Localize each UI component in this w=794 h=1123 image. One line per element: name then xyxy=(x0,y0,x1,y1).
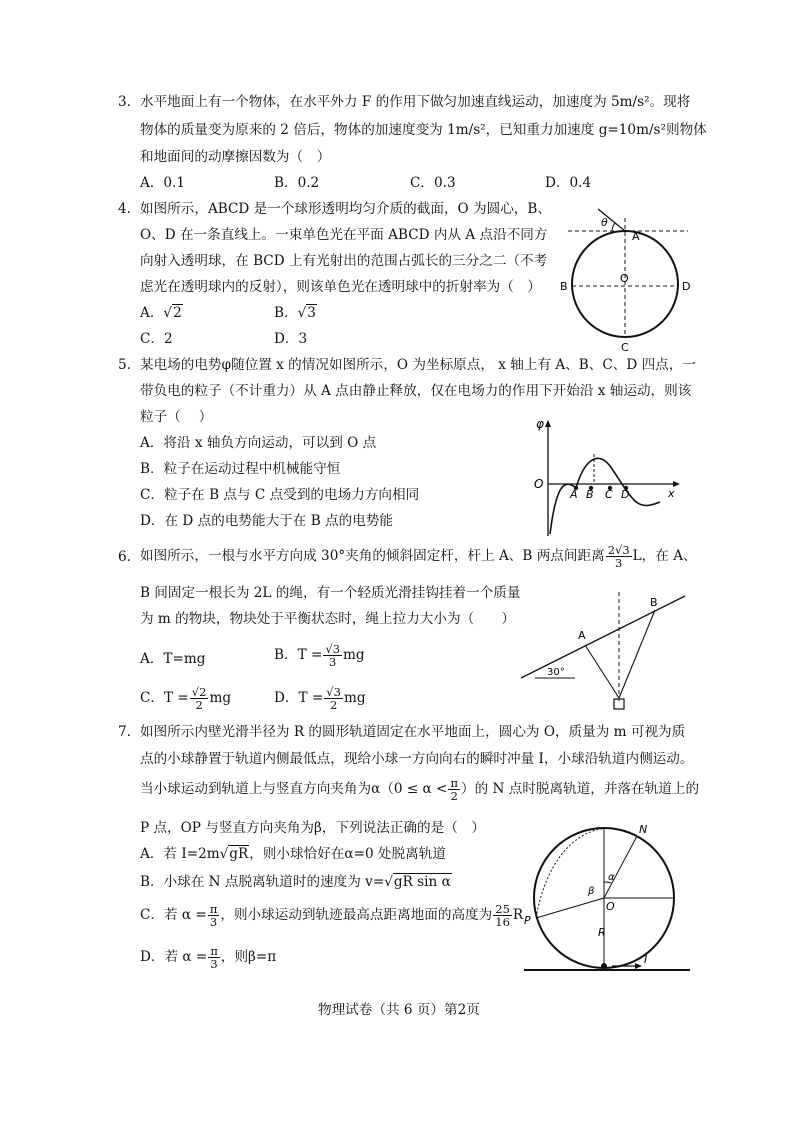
question-3-line-3: 和地面间的动摩擦因数为（ ） xyxy=(140,149,331,165)
theta-arc xyxy=(612,223,615,231)
option-b-prefix: B． xyxy=(274,305,298,321)
question-5-line-3: 粒子（ ） xyxy=(140,409,213,425)
question-4-line-4: 虑光在透明球内的反射），则该单色光在透明球中的折射率为（ ） xyxy=(140,279,542,295)
question-4-option-d: D．3 xyxy=(274,331,308,347)
question-5-option-c: C．粒子在 B 点与 C 点受到的电场力方向相同 xyxy=(140,487,420,503)
point-a-label: A xyxy=(632,230,640,243)
question-6-number: 6. xyxy=(118,549,131,565)
question-7-line-4: P 点，OP 与竖直方向夹角为β，下列说法正确的是（ ） xyxy=(140,820,485,836)
question-7-line-3: 当小球运动到轨道上与竖直方向夹角为α（0 ≤ α < $\frac{\pi}{2}$ ）的 N 点时脱离轨道，并落在轨道上的 xyxy=(140,776,700,804)
theta-label: θ xyxy=(601,216,608,229)
option-b-radicand: 3 xyxy=(307,305,316,321)
inclined-rod xyxy=(521,596,685,678)
point-a-label: A xyxy=(570,488,578,501)
point-d-label: D xyxy=(621,488,630,501)
point-b-label: B xyxy=(650,596,658,609)
question-4-line-1: 如图所示，ABCD 是一个球形透明均匀介质的截面，O 为圆心，B、 xyxy=(140,201,551,217)
question-4-option-c: C．2 xyxy=(140,331,173,347)
question-3-line-2: 物体的质量变为原来的 2 倍后，物体的加速度变为 1m/s²，已知重力加速度 g=10m/s²则物体 xyxy=(140,122,707,138)
beta-label: β xyxy=(588,886,595,897)
option-a-radicand: 2 xyxy=(173,305,182,321)
question-6-option-b: B．T = $\frac{√3}{3}$ mg xyxy=(274,642,365,670)
sphere-refraction-figure xyxy=(548,206,698,356)
impulse-label: I xyxy=(644,953,648,966)
question-5-line-2: 带负电的粒子（不计重力）从 A 点由静止释放，仅在电场力的作用下开始沿 x 轴运动，则该 xyxy=(140,383,692,399)
question-3-option-b: B．0.2 xyxy=(274,175,320,191)
center-o-label: O xyxy=(606,900,615,913)
point-c-label: C xyxy=(605,488,613,501)
rope-segment-a xyxy=(585,645,619,698)
point-p-label: P xyxy=(524,914,531,927)
radius-to-n xyxy=(604,836,637,898)
question-4-option-a: A．√2 xyxy=(140,305,182,321)
question-7-option-d: D．若 α = $\frac{\pi}{3}$ ，则β=π xyxy=(140,944,277,972)
phi-label: φ xyxy=(536,417,544,431)
question-7-option-b: B．小球在 N 点脱离轨道时的速度为 v=√gR sin α xyxy=(140,874,451,890)
question-7-line-2: 点的小球静置于轨道内侧最低点，现给小球一方向向右的瞬时冲量 I，小球沿轨道内侧运动。 xyxy=(140,751,694,767)
option-a-prefix: A． xyxy=(140,305,164,321)
question-4-number: 4. xyxy=(118,201,131,217)
ball xyxy=(601,963,607,969)
angle-label: 30° xyxy=(547,667,565,678)
question-6-line-3: 为 m 的物块，物块处于平衡状态时，绳上拉力大小为（ ） xyxy=(140,611,515,627)
potential-graph-figure xyxy=(530,416,680,541)
question-3-option-a: A．0.1 xyxy=(140,175,186,191)
circular-track-figure xyxy=(520,818,695,978)
origin-label: O xyxy=(534,477,544,491)
phi-axis-arrow xyxy=(545,420,551,427)
alpha-label: α xyxy=(608,872,615,883)
question-5-option-d: D．在 D 点的电势能大于在 B 点的电势能 xyxy=(140,513,393,529)
question-5-line-1: 某电场的电势φ随位置 x 的情况如图所示，O 为坐标原点， x 轴上有 A、B、C、D 四点，一 xyxy=(140,357,696,373)
question-7-number: 7. xyxy=(118,724,131,740)
question-6-option-d: D．T = $\frac{√3}{2}$ mg xyxy=(274,685,366,713)
question-3-number: 3. xyxy=(118,94,131,110)
distance-fraction: $\frac{2√3}{3}$ xyxy=(607,543,630,571)
point-b-label: B xyxy=(586,488,594,501)
question-7-line-1: 如图所示内壁光滑半径为 R 的圆形轨道固定在水平地面上，圆心为 O，质量为 m 可视为质 xyxy=(140,724,686,740)
center-o-label: O xyxy=(620,272,629,285)
x-label: x xyxy=(668,487,675,500)
question-3-option-c: C．0.3 xyxy=(410,175,456,191)
question-6-option-c: C．T = $\frac{√2}{2}$ mg xyxy=(140,685,232,713)
radius-to-p xyxy=(536,898,604,918)
page-footer: 物理试卷（共 6 页）第2页 xyxy=(318,1002,480,1018)
question-6-line-1: 如图所示，一根与水平方向成 30°夹角的倾斜固定杆，杆上 A、B 两点间距离 $\frac{2√3}{3}$ L，在 A、 xyxy=(140,543,697,571)
question-4-line-3: 向射入透明球，在 BCD 上有光射出的范围占弧长的三分之二（不考 xyxy=(140,253,548,269)
question-4-line-2: O、D 在一条直线上。一束单色光在平面 ABCD 内从 A 点沿不同方 xyxy=(140,227,548,243)
question-3-option-d: D．0.4 xyxy=(545,175,592,191)
point-a-label: A xyxy=(578,629,586,642)
projectile-trajectory xyxy=(536,828,637,918)
point-n-label: N xyxy=(639,823,648,836)
question-7-option-a: A．若 I=2m√gR，则小球恰好在α=0 处脱离轨道 xyxy=(140,846,446,862)
point-d-label: D xyxy=(682,280,691,293)
question-6-option-a: A．T=mg xyxy=(140,651,206,667)
question-5-option-b: B．粒子在运动过程中机械能守恒 xyxy=(140,461,341,477)
impulse-arrowhead xyxy=(635,963,642,969)
line-1-text: 如图所示，一根与水平方向成 30°夹角的倾斜固定杆，杆上 A、B 两点间距离 xyxy=(140,547,605,564)
question-5-option-a: A．将沿 x 轴负方向运动，可以到 O 点 xyxy=(140,435,377,451)
point-c-label: C xyxy=(621,341,629,354)
rope-segment-b xyxy=(619,610,655,698)
question-6-line-2: B 间固定一根长为 2L 的绳，有一个轻质光滑挂钩挂着一个质量 xyxy=(140,585,521,601)
question-3-line-1: 水平地面上有一个物体，在水平外力 F 的作用下做匀加速直线运动，加速度为 5m/s²。现将 xyxy=(140,94,691,110)
question-7-option-c: C．若 α = $\frac{\pi}{3}$ ，则小球运动到轨迹最高点距离地面的高度为 $\frac{25}{16}$ R xyxy=(140,902,524,930)
question-5-number: 5. xyxy=(118,357,131,373)
question-4-option-b: B．√3 xyxy=(274,305,316,321)
radius-r-label: R xyxy=(598,926,606,939)
inclined-rod-figure xyxy=(515,592,690,717)
point-b-label: B xyxy=(560,280,568,293)
